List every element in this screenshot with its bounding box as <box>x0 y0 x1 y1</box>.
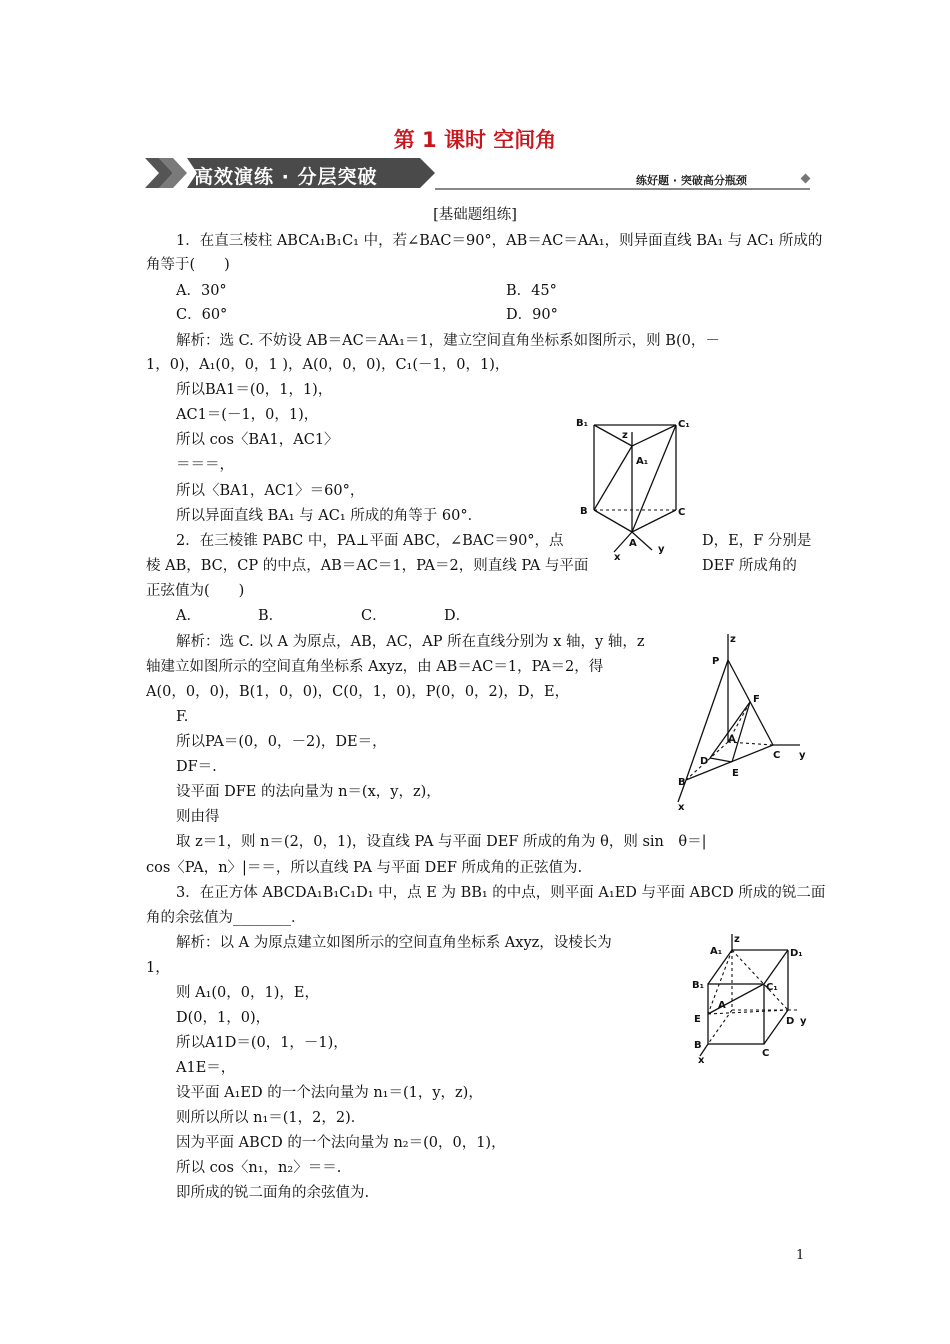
option-a: A． <box>176 608 201 624</box>
text-line: ＝＝＝， <box>176 457 234 473</box>
fig1-label: y <box>658 544 665 555</box>
text-line: 即所成的锐二面角的余弦值为. <box>176 1185 370 1201</box>
text-line: cos〈PA，n〉|＝＝，所以直线 PA 与平面 DEF 所成角的正弦值为. <box>146 860 583 876</box>
fig3-label: x <box>698 1055 705 1063</box>
banner-left-text: 高效演练 · 分层突破 <box>194 166 378 188</box>
fig2-label: A <box>728 734 736 745</box>
option-b: B．45° <box>506 283 557 299</box>
text-line: 设平面 DFE 的法向量为 n＝(x，y，z)， <box>176 784 441 800</box>
text-line: 取 z＝1，则 n＝(2，0，1)，设直线 PA 与平面 DEF 所成的角为 θ，则 sin θ＝| <box>176 834 707 850</box>
text-line: 所以〈BA1，AC1〉＝60°， <box>176 483 365 499</box>
text-line: 所以 cos〈BA1，AC1〉 <box>176 432 339 448</box>
pyramid-figure <box>670 630 810 810</box>
fig3-label: D₁ <box>790 948 803 959</box>
text-line: 所以 cos〈n₁，n₂〉＝＝. <box>176 1160 342 1176</box>
fig1-label: B₁ <box>576 418 589 429</box>
fig3-label: A <box>718 1000 726 1011</box>
text-line: 所以PA＝(0，0，－2)，DE＝， <box>176 734 387 750</box>
fig3-label: D <box>786 1016 795 1027</box>
banner-divider <box>435 188 810 190</box>
page-number: 1 <box>796 1248 805 1263</box>
text-line: 3．在正方体 ABCDA₁B₁C₁D₁ 中，点 E 为 BB₁ 的中点，则平面 A₁ED 与平面 ABCD 所成的锐二面 <box>176 885 826 901</box>
fig2-label: P <box>712 656 720 667</box>
option-d: D． <box>444 608 471 624</box>
text-line: 解析：选 C. 以 A 为原点，AB，AC，AP 所在直线分别为 x 轴，y 轴，z <box>176 634 645 650</box>
fig3-label: B <box>694 1040 702 1051</box>
text-line: 1．在直三棱柱 ABCA₁B₁C₁ 中，若∠BAC＝90°，AB＝AC＝AA₁，则异面直线 BA₁ 与 AC₁ 所成的 <box>176 233 823 249</box>
fig1-label: C₁ <box>678 419 690 430</box>
fig3-label: C <box>762 1048 770 1059</box>
fig3-label: C₁ <box>766 982 778 993</box>
text-line: DF＝. <box>176 759 217 775</box>
text-line: 棱 AB，BC，CP 的中点，AB＝AC＝1，PA＝2，则直线 PA 与平面 <box>146 558 589 574</box>
text-line: 所以BA1＝(0，1，1)， <box>176 382 333 398</box>
fig3-label: z <box>734 934 740 945</box>
text-line: 1， <box>146 960 170 976</box>
fig3-label: E <box>694 1014 701 1025</box>
text-line: 所以异面直线 BA₁ 与 AC₁ 所成的角等于 60°． <box>176 508 483 524</box>
text-line: 则所以所以 n₁＝(1，2，2)． <box>176 1110 366 1126</box>
text-line: 所以A1D＝(0，1，－1)， <box>176 1035 348 1051</box>
section-heading: [基础题组练] <box>433 207 517 223</box>
option-c: C． <box>361 608 387 624</box>
fig2-label: B <box>678 777 686 788</box>
fig2-label: C <box>773 750 781 761</box>
text-line: 1，0)，A₁(0，0，1 )，A(0，0，0)，C₁(－1，0，1)， <box>146 357 510 373</box>
fig2-label: E <box>732 768 739 779</box>
fig1-label: B <box>580 506 588 517</box>
fig1-label: z <box>622 430 628 441</box>
text-line: 正弦值为( ) <box>146 583 245 599</box>
text-line: D，E，F 分别是 <box>702 533 812 549</box>
option-a: A．30° <box>176 283 227 299</box>
text-line: 设平面 A₁ED 的一个法向量为 n₁＝(1，y，z)， <box>176 1085 483 1101</box>
fig2-label: D <box>700 756 709 767</box>
fig1-label: x <box>614 552 621 562</box>
option-c: C．60° <box>176 307 228 323</box>
text-line: AC1＝(－1，0，1)， <box>176 407 319 423</box>
fig3-label: B₁ <box>692 980 705 991</box>
text-line: 角的余弦值为________． <box>146 910 306 926</box>
fig1-label: A₁ <box>636 456 649 467</box>
banner-right-text: 练好题 · 突破高分瓶颈 <box>636 174 747 187</box>
page-title: 第 1 课时 空间角 <box>393 128 557 152</box>
text-line: DEF 所成角的 <box>702 558 797 574</box>
text-line: 则由得 <box>176 809 220 825</box>
diamond-icon <box>801 174 811 184</box>
text-line: 角等于( ) <box>146 257 230 273</box>
cube-figure <box>690 928 810 1063</box>
fig2-label: x <box>678 802 685 810</box>
text-line: A(0，0，0)，B(1，0，0)，C(0，1，0)，P(0，0，2)，D，E， <box>146 684 570 700</box>
fig2-label: z <box>730 634 736 645</box>
fig2-label: y <box>799 750 806 761</box>
fig3-label: A₁ <box>710 946 723 957</box>
fig1-label: A <box>629 538 637 549</box>
text-line: A1E＝， <box>176 1060 236 1076</box>
text-line: 因为平面 ABCD 的一个法向量为 n₂＝(0，0，1)， <box>176 1135 506 1151</box>
text-line: 解析：选 C. 不妨设 AB＝AC＝AA₁＝1，建立空间直角坐标系如图所示，则 B(0，－ <box>176 333 720 349</box>
prism-figure <box>572 412 692 562</box>
text-line: 2．在三棱锥 PABC 中，PA⊥平面 ABC，∠BAC＝90°，点 <box>176 533 564 549</box>
option-b: B． <box>258 608 284 624</box>
fig2-label: F <box>753 694 760 705</box>
text-line: 轴建立如图所示的空间直角坐标系 Axyz，由 AB＝AC＝1，PA＝2，得 <box>146 659 604 675</box>
text-line: 则 A₁(0，0，1)，E， <box>176 985 319 1001</box>
text-line: D(0，1，0)， <box>176 1010 271 1026</box>
option-d: D．90° <box>506 307 558 323</box>
fig1-label: C <box>678 507 686 518</box>
text-line: F. <box>176 709 189 725</box>
text-line: 解析：以 A 为原点建立如图所示的空间直角坐标系 Axyz，设棱长为 <box>176 935 612 951</box>
fig3-label: y <box>800 1016 807 1027</box>
